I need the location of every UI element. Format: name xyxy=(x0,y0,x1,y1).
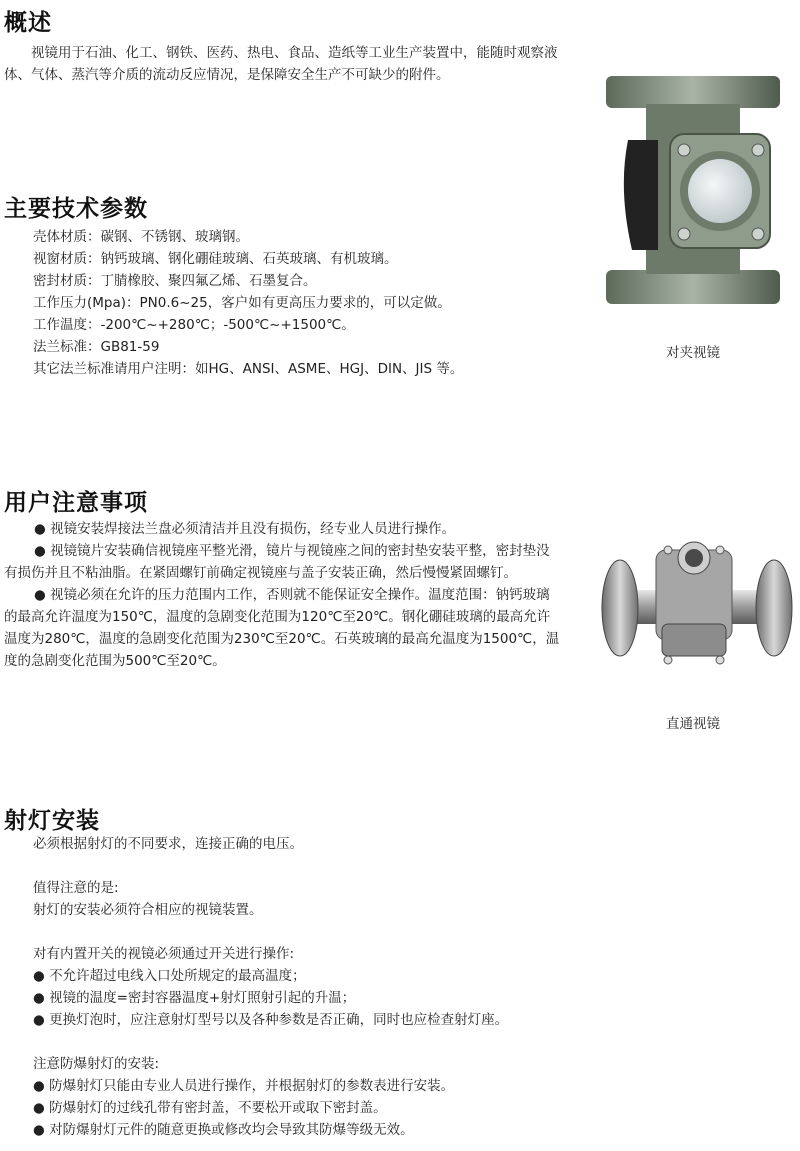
note-item: ● 视镜必须在允许的压力范围内工作，否则就不能保证安全操作。温度范围：钠钙玻璃的最高允许温度为150℃，温度的急剧变化范围为120℃至20℃。钢化硼硅玻璃的最高允许温度为280℃，温度的急剧变化范围为230℃至20℃。石英玻璃的最高允温度为1500℃，温度的急剧变化范围为500℃至20℃。 xyxy=(4,587,560,669)
overview-title: 概述 xyxy=(4,10,52,36)
lamp-bullet: ● 防爆射灯只能由专业人员进行操作，并根据射灯的参数表进行安装。 xyxy=(33,1078,455,1094)
lamp-bullet: ● 防爆射灯的过线孔带有密封盖，不要松开或取下密封盖。 xyxy=(33,1100,387,1116)
param-line: 壳体材质：碳钢、不锈钢、玻璃钢。 xyxy=(33,229,249,245)
lamp-bullet: ● 更换灯泡时，应注意射灯型号以及各种参数是否正确，同时也应检查射灯座。 xyxy=(33,1012,509,1028)
lamp-line: 射灯的安装必须符合相应的视镜装置。 xyxy=(33,902,263,918)
param-line: 法兰标准：GB81-59 xyxy=(33,339,160,355)
notes-list xyxy=(4,518,560,672)
param-line: 密封材质：丁腈橡胶、聚四氟乙烯、石墨复合。 xyxy=(33,273,317,289)
notes-title: 用户注意事项 xyxy=(4,490,148,516)
note-item: ● 视镜镜片安装确信视镜座平整光滑，镜片与视镜座之间的密封垫安装平整，密封垫没有损伤并且不粘油脂。在紧固螺钉前确定视镜座与盖子安装正确，然后慢慢紧固螺钉。 xyxy=(4,543,550,581)
lamp-bullet: ● 视镜的温度=密封容器温度+射灯照射引起的升温； xyxy=(33,990,356,1006)
lamp-line: 值得注意的是: xyxy=(33,880,119,896)
param-line: 其它法兰标准请用户注明：如HG、ANSI、ASME、HGJ、DIN、JIS 等。 xyxy=(33,361,464,377)
wafer-caption: 对夹视镜 xyxy=(666,345,720,361)
straight-sight-glass-icon xyxy=(598,520,794,680)
param-line: 视窗材质：钠钙玻璃、钢化硼硅玻璃、石英玻璃、有机玻璃。 xyxy=(33,251,398,267)
params-title: 主要技术参数 xyxy=(4,196,148,222)
note-item: ● 视镜安装焊接法兰盘必须清洁并且没有损伤，经专业人员进行操作。 xyxy=(34,521,456,537)
lamp-line: 对有内置开关的视镜必须通过开关进行操作: xyxy=(33,946,295,962)
lamp-line: 注意防爆射灯的安装: xyxy=(33,1056,160,1072)
straight-caption: 直通视镜 xyxy=(666,716,720,732)
overview-text: 视镜用于石油、化工、钢铁、医药、热电、食品、造纸等工业生产装置中，能随时观察液体、气体、蒸汽等介质的流动反应情况，是保障安全生产不可缺少的附件。 xyxy=(4,45,558,83)
lamp-title: 射灯安装 xyxy=(4,808,100,834)
params-list xyxy=(33,226,593,380)
lamp-line: 必须根据射灯的不同要求，连接正确的电压。 xyxy=(33,836,303,852)
lamp-bullet: ● 对防爆射灯元件的随意更换或修改均会导致其防爆等级无效。 xyxy=(33,1122,414,1138)
param-line: 工作压力(Mpa)：PN0.6~25，客户如有更高压力要求的，可以定做。 xyxy=(33,295,451,311)
param-line: 工作温度：-200℃~+280℃；-500℃~+1500℃。 xyxy=(33,317,355,333)
wafer-sight-glass-icon xyxy=(598,70,788,320)
lamp-bullet: ● 不允许超过电线入口处所规定的最高温度； xyxy=(33,968,306,984)
